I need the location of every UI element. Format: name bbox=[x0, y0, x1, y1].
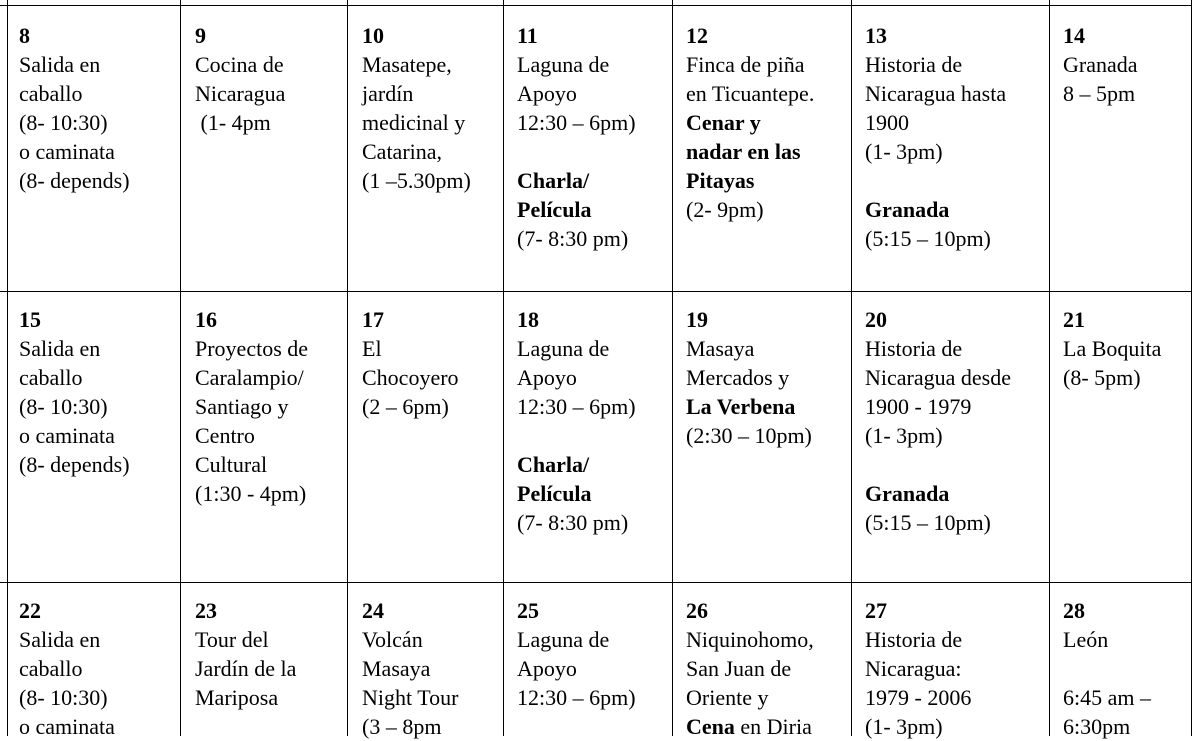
calendar-day-cell bbox=[362, 305, 459, 421]
calendar-day-cell bbox=[686, 596, 814, 741]
event-text-bold: Pitayas bbox=[686, 168, 755, 193]
event-text: Oriente y bbox=[686, 685, 769, 710]
day-number: 18 bbox=[517, 307, 539, 332]
day-number: 20 bbox=[865, 307, 887, 332]
event-text-bold: Película bbox=[517, 197, 592, 222]
event-line bbox=[865, 224, 1006, 253]
row-border bbox=[0, 582, 1192, 583]
event-text: caballo bbox=[19, 81, 83, 106]
event-text: Mercados y bbox=[686, 365, 790, 390]
day-number: 16 bbox=[195, 307, 217, 332]
column-border bbox=[180, 0, 181, 736]
event-text-bold: Charla/ bbox=[517, 452, 590, 477]
event-text: Catarina, bbox=[362, 139, 443, 164]
event-line bbox=[865, 508, 1011, 537]
event-text: León bbox=[1063, 627, 1109, 652]
calendar-day-cell bbox=[865, 21, 1006, 253]
day-number: 27 bbox=[865, 598, 887, 623]
event-text: 1900 bbox=[865, 110, 909, 135]
day-number: 26 bbox=[686, 598, 708, 623]
event-text: 12:30 – 6pm) bbox=[517, 110, 636, 135]
event-text: Historia de bbox=[865, 336, 963, 361]
event-line bbox=[19, 166, 130, 195]
event-line bbox=[865, 137, 1006, 166]
event-text: (1:30 - 4pm) bbox=[195, 481, 307, 506]
calendar-day-cell bbox=[195, 596, 296, 712]
event-text: 12:30 – 6pm) bbox=[517, 394, 636, 419]
day-number: 11 bbox=[517, 23, 538, 48]
event-line bbox=[1063, 79, 1138, 108]
event-line bbox=[865, 654, 971, 683]
event-line bbox=[1063, 654, 1151, 683]
event-text: (3 – 8pm bbox=[362, 714, 442, 739]
event-text: en Ticuantepe. bbox=[686, 81, 815, 106]
event-text: (2- 9pm) bbox=[686, 197, 764, 222]
day-number: 15 bbox=[19, 307, 41, 332]
event-text: Centro bbox=[195, 423, 255, 448]
event-text: Nicaragua desde bbox=[865, 365, 1011, 390]
event-line bbox=[362, 50, 471, 79]
event-text: (5:15 – 10pm) bbox=[865, 510, 991, 535]
event-line bbox=[865, 625, 971, 654]
event-text: Nicaragua bbox=[195, 81, 286, 106]
event-text: jardín bbox=[362, 81, 414, 106]
event-text-bold: La Verbena bbox=[686, 394, 796, 419]
event-text-bold: Cena bbox=[686, 714, 735, 739]
event-line bbox=[686, 654, 814, 683]
event-line bbox=[865, 421, 1011, 450]
event-text: (5:15 – 10pm) bbox=[865, 226, 991, 251]
event-line bbox=[517, 108, 636, 137]
event-text: Cocina de bbox=[195, 52, 284, 77]
event-text: (2:30 – 10pm) bbox=[686, 423, 812, 448]
event-text: (1- 4pm bbox=[195, 110, 271, 135]
event-line bbox=[865, 79, 1006, 108]
event-line bbox=[362, 334, 459, 363]
event-text: Apoyo bbox=[517, 365, 577, 390]
event-text: 8 – 5pm bbox=[1063, 81, 1136, 106]
event-line bbox=[517, 683, 636, 712]
event-line bbox=[686, 392, 812, 421]
event-text: Proyectos de bbox=[195, 336, 309, 361]
event-text: Apoyo bbox=[517, 81, 577, 106]
day-number: 22 bbox=[19, 598, 41, 623]
event-line bbox=[195, 654, 296, 683]
event-line bbox=[19, 421, 130, 450]
event-line bbox=[19, 683, 115, 712]
event-line bbox=[19, 392, 130, 421]
calendar-day-cell bbox=[1063, 21, 1138, 108]
day-number: 9 bbox=[195, 23, 206, 48]
event-line bbox=[517, 224, 636, 253]
event-line bbox=[1063, 334, 1161, 363]
calendar-day-cell bbox=[195, 21, 285, 137]
event-line bbox=[865, 683, 971, 712]
event-text: Laguna de bbox=[517, 52, 610, 77]
day-number: 8 bbox=[19, 23, 30, 48]
event-text: caballo bbox=[19, 365, 83, 390]
event-line bbox=[1063, 363, 1161, 392]
column-border bbox=[851, 0, 852, 736]
event-line bbox=[865, 392, 1011, 421]
event-line bbox=[362, 392, 459, 421]
event-text: medicinal y bbox=[362, 110, 466, 135]
event-line bbox=[517, 334, 636, 363]
event-text: Night Tour bbox=[362, 685, 459, 710]
event-text: Volcán bbox=[362, 627, 423, 652]
calendar-day-cell bbox=[865, 596, 971, 741]
event-line bbox=[865, 108, 1006, 137]
calendar-day-cell bbox=[517, 21, 636, 253]
row-border bbox=[0, 291, 1192, 292]
event-line bbox=[19, 50, 130, 79]
day-number: 21 bbox=[1063, 307, 1085, 332]
event-line bbox=[517, 450, 636, 479]
calendar-day-cell bbox=[865, 305, 1011, 537]
event-line bbox=[195, 392, 308, 421]
event-text: Salida en bbox=[19, 336, 101, 361]
event-text-bold: Granada bbox=[865, 197, 950, 222]
event-line bbox=[686, 421, 812, 450]
event-line bbox=[865, 195, 1006, 224]
event-text: (7- 8:30 pm) bbox=[517, 226, 629, 251]
event-text: (8- 10:30) bbox=[19, 394, 108, 419]
event-line bbox=[517, 508, 636, 537]
event-text: (8- depends) bbox=[19, 168, 130, 193]
event-line bbox=[865, 450, 1011, 479]
day-number: 10 bbox=[362, 23, 384, 48]
event-line bbox=[195, 363, 308, 392]
event-line bbox=[865, 334, 1011, 363]
event-text: 1979 - 2006 bbox=[865, 685, 972, 710]
event-text: 6:30pm bbox=[1063, 714, 1131, 739]
event-text: Cultural bbox=[195, 452, 268, 477]
event-text: Jardín de la bbox=[195, 656, 297, 681]
event-text: Mariposa bbox=[195, 685, 279, 710]
event-line bbox=[195, 625, 296, 654]
event-text: (1- 3pm) bbox=[865, 423, 943, 448]
event-line bbox=[517, 625, 636, 654]
day-number: 14 bbox=[1063, 23, 1085, 48]
calendar-day-cell bbox=[19, 305, 130, 479]
calendar-day-cell bbox=[517, 305, 636, 537]
day-number: 24 bbox=[362, 598, 384, 623]
event-text: (8- 5pm) bbox=[1063, 365, 1141, 390]
event-line bbox=[362, 654, 458, 683]
event-text: 12:30 – 6pm) bbox=[517, 685, 636, 710]
event-text: o caminata bbox=[19, 714, 115, 739]
event-line bbox=[517, 654, 636, 683]
event-text: 6:45 am – bbox=[1063, 685, 1151, 710]
event-line bbox=[19, 108, 130, 137]
event-line bbox=[362, 625, 458, 654]
event-text: (8- depends) bbox=[19, 452, 130, 477]
event-text-bold: Película bbox=[517, 481, 592, 506]
event-line bbox=[686, 50, 814, 79]
event-text: (1 –5.30pm) bbox=[362, 168, 471, 193]
event-line bbox=[19, 450, 130, 479]
event-line bbox=[195, 421, 308, 450]
event-text-bold: Granada bbox=[865, 481, 950, 506]
event-line bbox=[195, 479, 308, 508]
event-text-bold: Charla/ bbox=[517, 168, 590, 193]
event-line bbox=[362, 712, 458, 741]
event-text: (1- 3pm) bbox=[865, 714, 943, 739]
calendar-day-cell bbox=[1063, 305, 1161, 392]
event-line bbox=[686, 137, 814, 166]
event-line bbox=[517, 166, 636, 195]
event-text: Nicaragua: bbox=[865, 656, 962, 681]
event-text: Salida en bbox=[19, 627, 101, 652]
event-line bbox=[517, 50, 636, 79]
column-border bbox=[347, 0, 348, 736]
event-line bbox=[686, 166, 814, 195]
event-line bbox=[865, 50, 1006, 79]
event-line bbox=[19, 625, 115, 654]
column-border bbox=[7, 0, 8, 736]
event-line bbox=[195, 450, 308, 479]
event-text: (7- 8:30 pm) bbox=[517, 510, 629, 535]
event-text: Niquinohomo, bbox=[686, 627, 814, 652]
event-line bbox=[19, 654, 115, 683]
event-text: Masatepe, bbox=[362, 52, 452, 77]
day-number: 17 bbox=[362, 307, 384, 332]
event-text: o caminata bbox=[19, 423, 115, 448]
event-line bbox=[1063, 50, 1138, 79]
event-line bbox=[362, 108, 471, 137]
calendar-day-cell bbox=[1063, 596, 1151, 741]
column-border bbox=[1049, 0, 1050, 736]
event-line bbox=[195, 79, 285, 108]
event-text: Apoyo bbox=[517, 656, 577, 681]
event-text: o caminata bbox=[19, 139, 115, 164]
event-text: Laguna de bbox=[517, 627, 610, 652]
event-text: El bbox=[362, 336, 382, 361]
event-line bbox=[362, 79, 471, 108]
day-number: 13 bbox=[865, 23, 887, 48]
event-line bbox=[686, 195, 814, 224]
calendar-day-cell bbox=[195, 305, 308, 508]
day-number: 12 bbox=[686, 23, 708, 48]
event-line bbox=[517, 195, 636, 224]
event-line bbox=[686, 108, 814, 137]
event-text: Salida en bbox=[19, 52, 101, 77]
event-line bbox=[195, 334, 308, 363]
event-text: Finca de piña bbox=[686, 52, 805, 77]
event-text: (2 – 6pm) bbox=[362, 394, 449, 419]
event-line bbox=[517, 421, 636, 450]
calendar-day-cell bbox=[362, 596, 458, 741]
event-text: Historia de bbox=[865, 627, 963, 652]
event-line bbox=[1063, 683, 1151, 712]
event-line bbox=[517, 137, 636, 166]
event-text: 1900 - 1979 bbox=[865, 394, 972, 419]
event-line bbox=[1063, 625, 1151, 654]
event-line bbox=[865, 363, 1011, 392]
event-text: Nicaragua hasta bbox=[865, 81, 1007, 106]
event-line bbox=[362, 683, 458, 712]
event-line bbox=[195, 50, 285, 79]
calendar-day-cell bbox=[686, 305, 812, 450]
day-number: 28 bbox=[1063, 598, 1085, 623]
event-text: (1- 3pm) bbox=[865, 139, 943, 164]
event-line bbox=[686, 712, 814, 741]
event-text: San Juan de bbox=[686, 656, 792, 681]
column-border bbox=[672, 0, 673, 736]
event-line bbox=[19, 712, 115, 741]
event-line bbox=[362, 137, 471, 166]
day-number: 23 bbox=[195, 598, 217, 623]
day-number: 25 bbox=[517, 598, 539, 623]
event-line bbox=[195, 683, 296, 712]
event-line bbox=[195, 108, 285, 137]
event-text: Tour del bbox=[195, 627, 269, 652]
calendar-day-cell bbox=[686, 21, 814, 224]
event-line bbox=[517, 479, 636, 508]
event-line bbox=[517, 392, 636, 421]
event-line bbox=[517, 363, 636, 392]
calendar-day-cell bbox=[362, 21, 471, 195]
event-line bbox=[686, 334, 812, 363]
event-text: Chocoyero bbox=[362, 365, 459, 390]
calendar-day-cell bbox=[517, 596, 636, 712]
column-border bbox=[503, 0, 504, 736]
event-text: Granada bbox=[1063, 52, 1138, 77]
event-text: caballo bbox=[19, 656, 83, 681]
event-line bbox=[19, 334, 130, 363]
calendar-day-cell bbox=[19, 596, 115, 741]
event-line bbox=[686, 79, 814, 108]
event-line bbox=[865, 712, 971, 741]
event-line bbox=[865, 166, 1006, 195]
event-line bbox=[362, 166, 471, 195]
row-border bbox=[0, 5, 1192, 6]
event-text: Masaya bbox=[362, 656, 431, 681]
day-number: 19 bbox=[686, 307, 708, 332]
event-line bbox=[686, 625, 814, 654]
event-text: (8- 10:30) bbox=[19, 110, 108, 135]
event-text: en Diria bbox=[734, 714, 812, 739]
event-text-bold: nadar en las bbox=[686, 139, 801, 164]
event-line bbox=[517, 79, 636, 108]
event-line bbox=[19, 363, 130, 392]
event-text: Laguna de bbox=[517, 336, 610, 361]
event-line bbox=[865, 479, 1011, 508]
event-line bbox=[686, 363, 812, 392]
event-text-bold: Cenar y bbox=[686, 110, 761, 135]
calendar-day-cell bbox=[19, 21, 130, 195]
event-text: Santiago y bbox=[195, 394, 289, 419]
event-text: Caralampio/ bbox=[195, 365, 304, 390]
event-text: Masaya bbox=[686, 336, 755, 361]
event-text: La Boquita bbox=[1063, 336, 1162, 361]
event-text: (8- 10:30) bbox=[19, 685, 108, 710]
event-line bbox=[686, 683, 814, 712]
event-line bbox=[19, 137, 130, 166]
event-line bbox=[1063, 712, 1151, 741]
event-line bbox=[19, 79, 130, 108]
event-line bbox=[362, 363, 459, 392]
event-text: Historia de bbox=[865, 52, 963, 77]
